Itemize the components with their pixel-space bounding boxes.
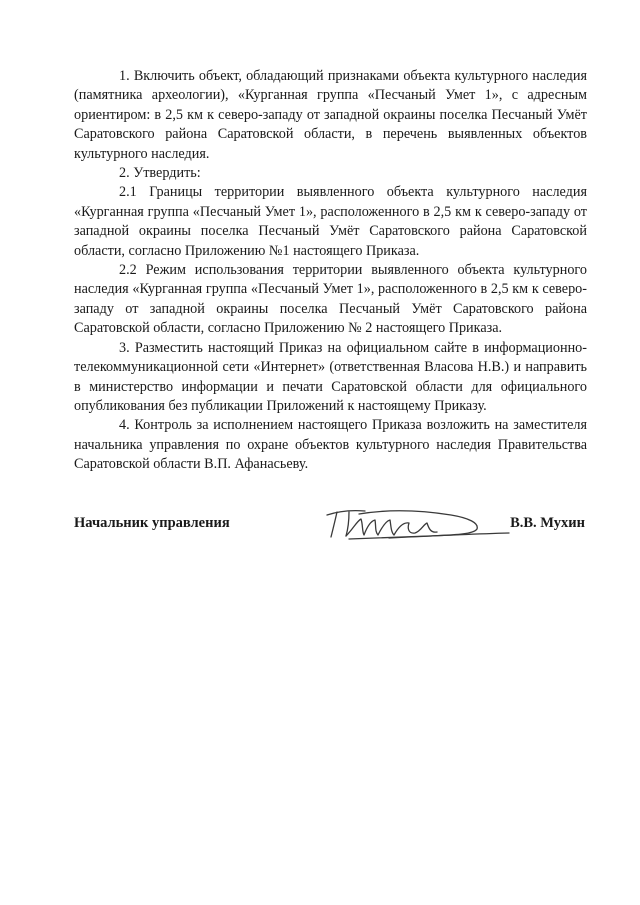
signature-block xyxy=(74,505,587,545)
paragraph-item-2-2: 2.2 Режим использования территории выявленного объекта культурного наследия «Курганная группа «Песчаный Умет 1», расположенного в 2,5 км к северо-западу от западной окраины поселка Песчаный Умёт Саратовского района Саратовской области, согласно Приложению № 2 настоящего Приказа. xyxy=(74,262,587,337)
signatory-name: В.В. Мухин xyxy=(510,515,585,531)
paragraph-item-1: 1. Включить объект, обладающий признаками объекта культурного наследия (памятника археологии), «Курганная группа «Песчаный Умет 1», с адресным ориентиром: в 2,5 км к северо-западу от западной окраины поселка Песчаный Умёт Саратовского района Саратовской области, в перечень выявленных объектов культурного наследия. xyxy=(74,68,587,162)
paragraph-item-3: 3. Разместить настоящий Приказ на официальном сайте в информационно-телекоммуникационной сети «Интернет» (ответственная Власова Н.В.) и направить в министерство информации и печати Саратовской области для официального опубликования без публикации Приложений к настоящему Приказу. xyxy=(74,339,587,414)
document-body xyxy=(74,67,587,475)
handwritten-signature xyxy=(319,505,519,543)
paragraph-item-2-1: 2.1 Границы территории выявленного объекта культурного наследия «Курганная группа «Песчаный Умет 1», расположенного в 2,5 км к северо-западу от западной окраины поселка Песчаный Умёт Саратовского района Саратовской области, согласно Приложению №1 настоящего Приказа. xyxy=(74,184,587,259)
paragraph-item-2: 2. Утвердить: xyxy=(119,165,201,182)
signatory-title: Начальник управления xyxy=(74,515,230,531)
paragraph-item-4: 4. Контроль за исполнением настоящего Приказа возложить на заместителя начальника управления по охране объектов культурного наследия Правительства Саратовской области В.П. Афанасьеву. xyxy=(74,417,587,473)
